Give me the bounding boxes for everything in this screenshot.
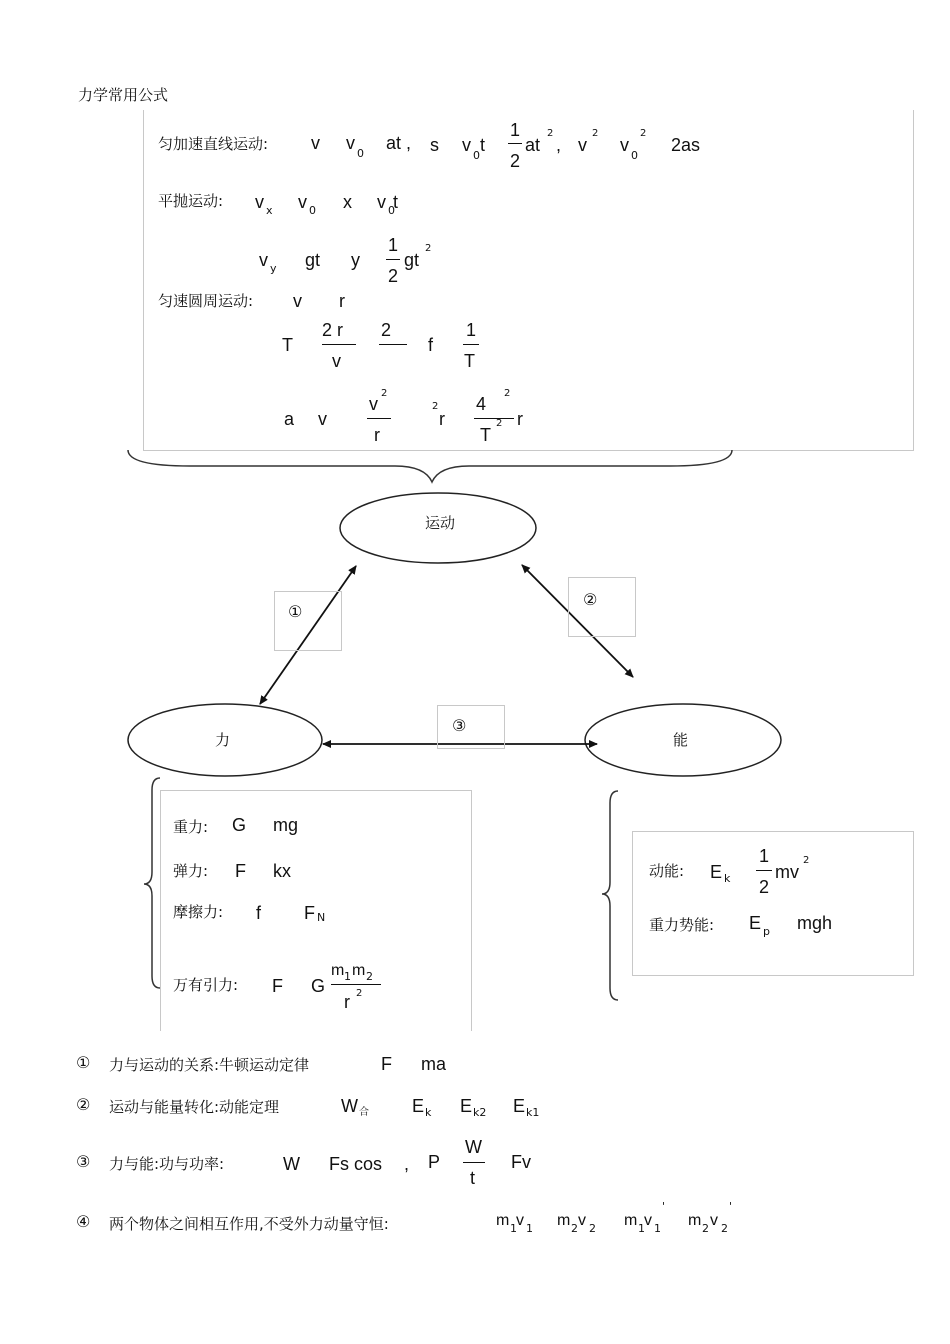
math-token: 2as: [671, 135, 701, 155]
math-token: m: [352, 962, 366, 979]
fraction-denominator: 2: [388, 266, 399, 286]
motion-node-label: 运动: [425, 514, 456, 532]
force-node-label: 力: [215, 731, 231, 749]
fraction-denominator: 2: [510, 151, 521, 171]
math-subscript: 1: [638, 1222, 645, 1235]
math-token: ma: [421, 1054, 447, 1074]
fraction-bar: [331, 984, 381, 985]
math-token: F: [381, 1054, 392, 1074]
fraction-bar: [463, 1162, 485, 1163]
math-token: W: [283, 1154, 300, 1174]
math-token: v: [462, 135, 471, 155]
relation-text: 运动与能量转化:动能定理: [109, 1098, 280, 1116]
math-token: F: [304, 903, 315, 923]
prime-mark: ': [729, 1200, 733, 1213]
relation-number: ②: [76, 1095, 91, 1114]
math-subscript: k1: [526, 1106, 540, 1119]
fraction-numerator: 1: [510, 120, 521, 140]
fraction-numerator: 4: [476, 394, 487, 414]
math-token: v: [318, 409, 327, 429]
math-token: v: [259, 250, 268, 270]
math-subscript: 2: [571, 1222, 578, 1235]
math-token: v: [578, 1212, 586, 1229]
math-superscript: 2: [432, 401, 439, 412]
math-token: r: [339, 291, 345, 311]
math-token: s: [430, 135, 439, 155]
gravity-label: 重力:: [173, 818, 209, 836]
math-token: v: [644, 1212, 652, 1229]
math-subscript: 1: [344, 970, 351, 983]
page-title: 力学常用公式: [78, 86, 169, 104]
math-token: F: [272, 976, 283, 996]
math-token: v: [710, 1212, 718, 1229]
math-token: v: [516, 1212, 524, 1229]
math-subscript: k2: [473, 1106, 487, 1119]
math-token: Fv: [511, 1152, 531, 1172]
math-superscript: 2: [592, 128, 599, 139]
tag-box-1: [274, 591, 342, 651]
math-token: T: [282, 335, 293, 355]
tag-3-label: ③: [452, 716, 467, 735]
math-token: f: [256, 903, 262, 923]
math-token: at: [525, 135, 541, 155]
math-subscript: k: [724, 872, 731, 885]
math-token: gt: [404, 250, 420, 270]
math-subscript: 0: [473, 149, 480, 162]
math-token: E: [460, 1096, 473, 1116]
math-superscript: 2: [496, 418, 503, 429]
fraction-numerator: v: [369, 394, 378, 414]
math-subscript: 2: [366, 970, 373, 983]
math-superscript: 2: [803, 855, 810, 866]
elastic-label: 弹力:: [173, 862, 209, 880]
fraction-denominator: 2: [759, 877, 770, 897]
math-subscript: p: [763, 925, 770, 938]
math-token: E: [513, 1096, 526, 1116]
relation-number: ①: [76, 1053, 91, 1072]
math-token: m: [331, 962, 345, 979]
math-superscript: 2: [381, 388, 388, 399]
math-subscript: 1: [510, 1222, 517, 1235]
math-token: v: [311, 133, 320, 153]
fraction-denominator: r: [374, 425, 380, 445]
math-subscript: 0: [309, 204, 316, 217]
math-token: f: [428, 335, 434, 355]
energy-formula-box: [632, 831, 914, 976]
math-token: G: [311, 976, 326, 996]
math-token: E: [412, 1096, 425, 1116]
math-token: kx: [273, 861, 291, 881]
motion-brace: [128, 450, 732, 482]
math-token: a: [284, 409, 295, 429]
fraction-numerator: 1: [759, 846, 770, 866]
tag-1-label: ①: [288, 602, 303, 621]
math-token: v: [298, 192, 307, 212]
relation-text: 力与运动的关系:牛顿运动定律: [109, 1056, 310, 1074]
math-subscript: 合: [359, 1107, 369, 1118]
circular-motion-label: 匀速圆周运动:: [158, 292, 254, 310]
math-token: v: [346, 133, 355, 153]
math-subscript: x: [266, 204, 273, 217]
math-subscript: 2: [721, 1222, 728, 1235]
math-subscript: k: [425, 1106, 432, 1119]
prime-mark: ': [662, 1200, 666, 1213]
math-subscript: 0: [388, 204, 395, 217]
universal-gravitation-label: 万有引力:: [173, 976, 239, 994]
math-token: W: [341, 1096, 358, 1116]
fraction-numerator: 1: [466, 320, 477, 340]
math-token: r: [439, 409, 445, 429]
energy-brace: [602, 791, 618, 1000]
friction-label: 摩擦力:: [173, 903, 224, 921]
math-token: mv: [775, 862, 799, 882]
relation-number: ④: [76, 1212, 91, 1231]
fraction-denominator: t: [470, 1168, 476, 1188]
force-brace: [144, 778, 160, 988]
math-token: G: [232, 815, 247, 835]
math-superscript: 2: [356, 988, 363, 999]
math-token: ,: [556, 135, 562, 155]
energy-node-label: 能: [673, 731, 689, 749]
math-token: mgh: [797, 913, 833, 933]
math-token: m: [557, 1212, 571, 1229]
math-subscript: y: [270, 262, 277, 275]
math-superscript: 2: [547, 128, 554, 139]
tag-box-2: [568, 577, 636, 637]
fraction-denominator: T: [464, 351, 475, 371]
math-token: Fs cos: [329, 1154, 383, 1174]
math-token: E: [749, 913, 762, 933]
math-token: gt: [305, 250, 321, 270]
fraction-denominator: r: [344, 992, 350, 1012]
fraction-denominator: v: [332, 351, 341, 371]
potential-energy-label: 重力势能:: [649, 916, 715, 934]
relation-text: 力与能:功与功率:: [109, 1155, 225, 1173]
math-token: m: [496, 1212, 510, 1229]
math-token: P: [428, 1152, 441, 1172]
math-token: E: [710, 862, 723, 882]
math-subscript: 0: [357, 147, 364, 160]
projectile-label: 平抛运动:: [158, 192, 224, 210]
math-token: v: [620, 135, 629, 155]
math-token: at ,: [386, 133, 412, 153]
math-subscript: 2: [702, 1222, 709, 1235]
fraction-numerator: W: [465, 1137, 482, 1157]
math-token: t: [480, 135, 486, 155]
math-subscript: 1: [654, 1222, 661, 1235]
math-token: y: [351, 250, 360, 270]
fraction-denominator: T: [480, 425, 491, 445]
relation-number: ③: [76, 1152, 91, 1171]
math-subscript: N: [317, 911, 326, 924]
math-token: mg: [273, 815, 299, 835]
uniform-acceleration-label: 匀加速直线运动:: [158, 135, 269, 153]
math-token: v: [255, 192, 264, 212]
math-token: x: [343, 192, 352, 212]
fraction-numerator: 2: [381, 320, 392, 340]
math-subscript: 0: [631, 149, 638, 162]
math-subscript: 1: [526, 1222, 533, 1235]
math-superscript: 2: [504, 388, 511, 399]
math-token: F: [235, 861, 246, 881]
fraction-numerator: 1: [388, 235, 399, 255]
math-token: v: [578, 135, 587, 155]
math-superscript: 2: [425, 243, 432, 254]
fraction-numerator: 2 r: [322, 320, 344, 340]
math-token: v: [293, 291, 302, 311]
tag-2-label: ②: [583, 590, 598, 609]
math-token: m: [624, 1212, 638, 1229]
math-token: v: [377, 192, 386, 212]
tag-box-3: [437, 705, 505, 749]
math-token: ,: [404, 1154, 410, 1174]
math-token: m: [688, 1212, 702, 1229]
math-subscript: 2: [589, 1222, 596, 1235]
fraction-bar: [756, 870, 772, 871]
kinetic-energy-label: 动能:: [649, 862, 685, 880]
math-token: t: [393, 192, 399, 212]
math-superscript: 2: [640, 128, 647, 139]
math-token: r: [517, 409, 523, 429]
relation-text: 两个物体之间相互作用,不受外力动量守恒:: [109, 1215, 389, 1233]
